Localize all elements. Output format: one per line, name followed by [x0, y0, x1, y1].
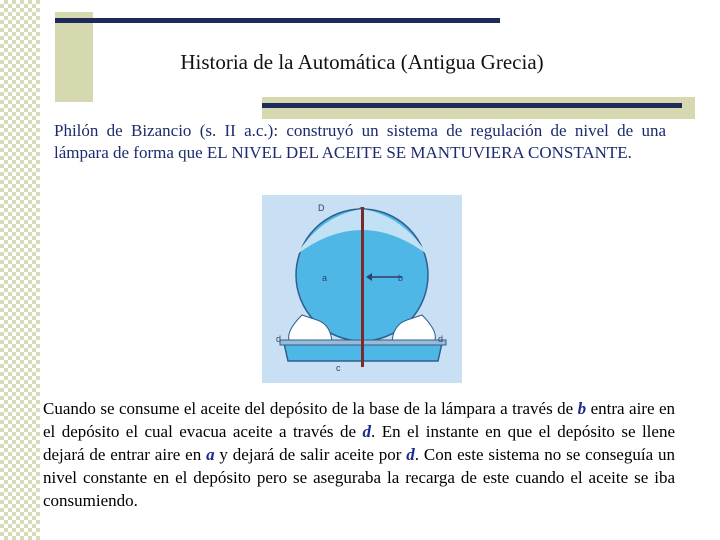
- lamp-diagram: [262, 195, 462, 383]
- label-D: D: [318, 203, 325, 213]
- label-d-left: d: [276, 334, 282, 344]
- title-top-line: [55, 18, 500, 23]
- slide-title: Historia de la Automática (Antigua Grecia): [180, 50, 544, 74]
- title-bottom-block: [262, 97, 695, 119]
- title-accent-block: [55, 12, 93, 102]
- label-a: a: [322, 273, 328, 283]
- var-d-2: d: [406, 445, 415, 464]
- body-text-5: . Con este sistema no se conseguía un nivel constante en el depósito pero se aseguraba la recarga de este cuando el aceite se iba consumiendo.: [43, 445, 675, 510]
- var-a: a: [206, 445, 215, 464]
- body-text-1: Cuando se consume el aceite del depósito de la base de la lámpara a través de: [43, 399, 578, 418]
- title-bottom-line: [262, 103, 682, 108]
- intro-paragraph: Philón de Bizancio (s. II a.c.): construyó un sistema de regulación de nivel de una lámpara de forma que EL NIVEL DEL ACEITE SE MANTUVIERA CONSTANTE.: [54, 121, 666, 162]
- var-b: b: [577, 399, 587, 418]
- label-c: c: [336, 363, 341, 373]
- label-d-right: d: [438, 334, 444, 344]
- body-text-3: . En el instante en que el depósito se llene dejará de entrar aire en: [43, 422, 675, 464]
- var-d-1: d: [362, 422, 371, 441]
- checker-border: [0, 0, 40, 540]
- central-rod: [361, 207, 364, 367]
- label-b: b: [398, 273, 404, 283]
- body-text-2: entra aire en el depósito el cual evacua aceite a través de: [43, 399, 675, 441]
- body-text-4: y dejará de salir aceite por: [214, 445, 407, 464]
- explanation-paragraph: [43, 397, 675, 512]
